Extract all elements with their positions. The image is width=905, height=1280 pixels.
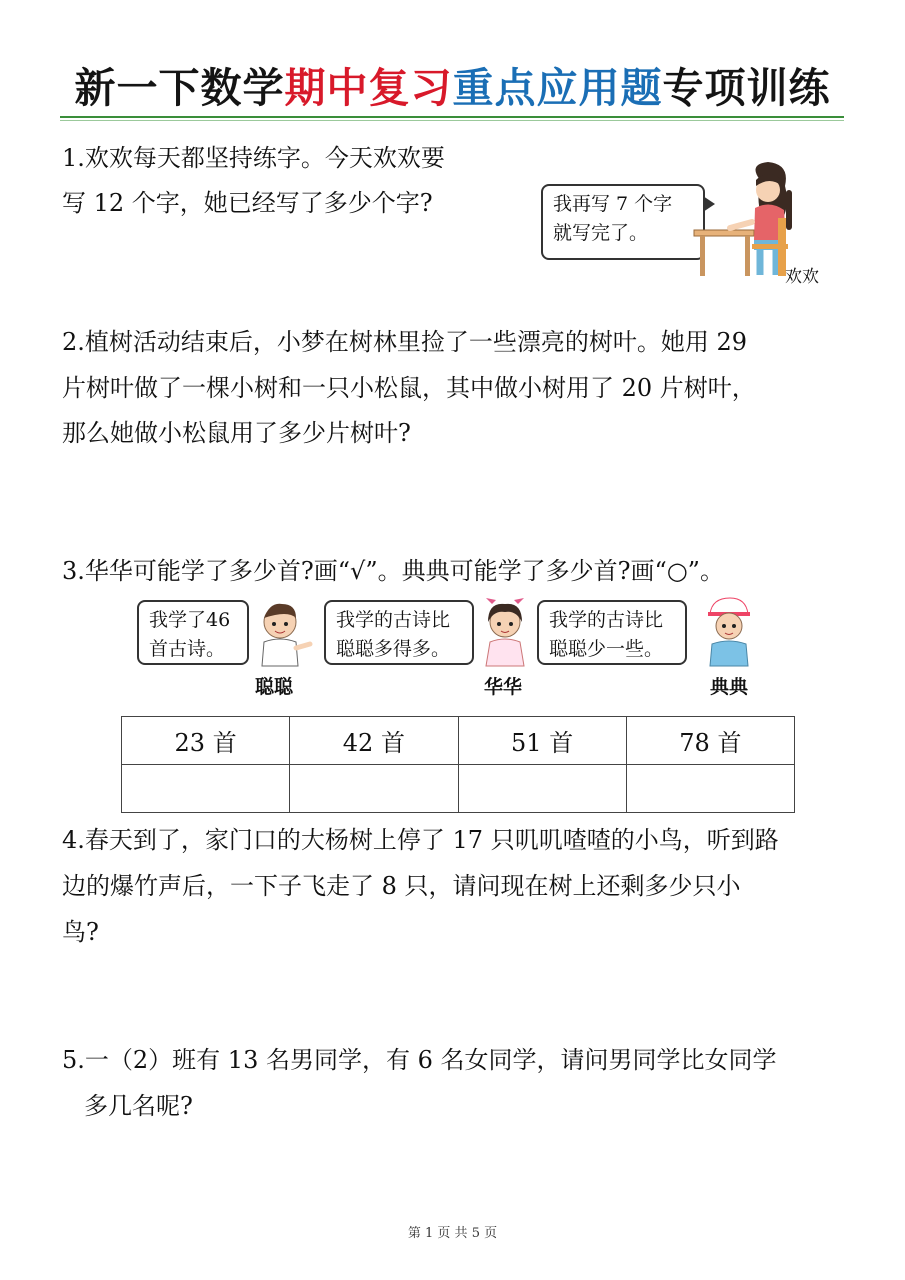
q3-option-cell: 51 首 (458, 717, 626, 765)
q3-option-cell: 42 首 (290, 717, 458, 765)
q3-answer-table (121, 716, 795, 813)
boy-congcong-illustration (250, 598, 314, 670)
q3-bubble-c-line-1: 我学的古诗比 (549, 609, 664, 631)
q3-line-1: 3.华华可能学了多少首?画“√”。典典可能学了多少首?画“○”。 (62, 557, 724, 585)
q4-line-3: 鸟? (62, 918, 99, 946)
q2-line-2: 片树叶做了一棵小树和一只小松鼠，其中做小树用了 20 片树叶， (62, 374, 756, 402)
title-part-3: 重点应用题 (452, 64, 663, 112)
q1-speech-bubble (541, 184, 705, 260)
q3-bubble-a-line-2: 首古诗。 (149, 638, 226, 660)
title-divider-thin (60, 120, 844, 121)
girl-writing-illustration (690, 160, 800, 285)
q3-bubble-huahua (324, 600, 474, 665)
q3-name-diandian: 典典 (710, 676, 749, 698)
q3-answer-cell[interactable] (122, 765, 290, 813)
q1-line-1: 1.欢欢每天都坚持练字。今天欢欢要 (62, 144, 445, 172)
q3-option-cell: 78 首 (626, 717, 794, 765)
title-part-4: 专项训练 (662, 64, 831, 112)
q4-line-2: 边的爆竹声后，一下子飞走了 8 只，请问现在树上还剩多少只小 (62, 872, 741, 900)
q3-name-congcong: 聪聪 (255, 676, 294, 698)
title-part-2: 期中复习 (284, 64, 453, 112)
q5-line-2: 多几名呢? (84, 1092, 193, 1120)
q3-bubble-b-line-1: 我学的古诗比 (336, 609, 451, 631)
girl-huahua-illustration (474, 596, 536, 670)
q3-answer-cell[interactable] (626, 765, 794, 813)
q3-name-huahua: 华华 (484, 676, 523, 698)
q1-character-name: 欢欢 (785, 267, 819, 287)
q3-bubble-diandian (537, 600, 687, 665)
q5-line-1: 5.一（2）班有 13 名男同学，有 6 名女同学，请问男同学比女同学 (62, 1046, 777, 1074)
q3-bubble-a-line-1: 我学了46 (149, 609, 231, 631)
q4-line-1: 4.春天到了，家门口的大杨树上停了 17 只叽叽喳喳的小鸟，听到路 (62, 826, 779, 854)
q3-options-row (122, 717, 795, 765)
q3-bubble-b-line-2: 聪聪多得多。 (336, 638, 451, 660)
q3-bubble-c-line-2: 聪聪少一些。 (549, 638, 664, 660)
title-part-1: 新一下数学 (74, 64, 285, 112)
q3-answer-cell[interactable] (458, 765, 626, 813)
q3-answer-cell[interactable] (290, 765, 458, 813)
title-divider (60, 116, 844, 118)
q3-option-cell: 23 首 (122, 717, 290, 765)
q2-line-3: 那么她做小松鼠用了多少片树叶? (62, 419, 411, 447)
q1-bubble-line-1: 我再写 7 个字 (553, 193, 673, 215)
q1-bubble-line-2: 就写完了。 (553, 222, 649, 244)
boy-diandian-illustration (700, 594, 756, 670)
q3-answer-row (122, 765, 795, 813)
page-footer: 第 1 页 共 5 页 (407, 1226, 498, 1241)
q1-line-2: 写 12 个字，她已经写了多少个字? (62, 189, 433, 217)
page-title (0, 60, 905, 116)
q3-bubble-congcong (137, 600, 249, 665)
q2-line-1: 2.植树活动结束后，小梦在树林里捡了一些漂亮的树叶。她用 29 (62, 328, 748, 356)
